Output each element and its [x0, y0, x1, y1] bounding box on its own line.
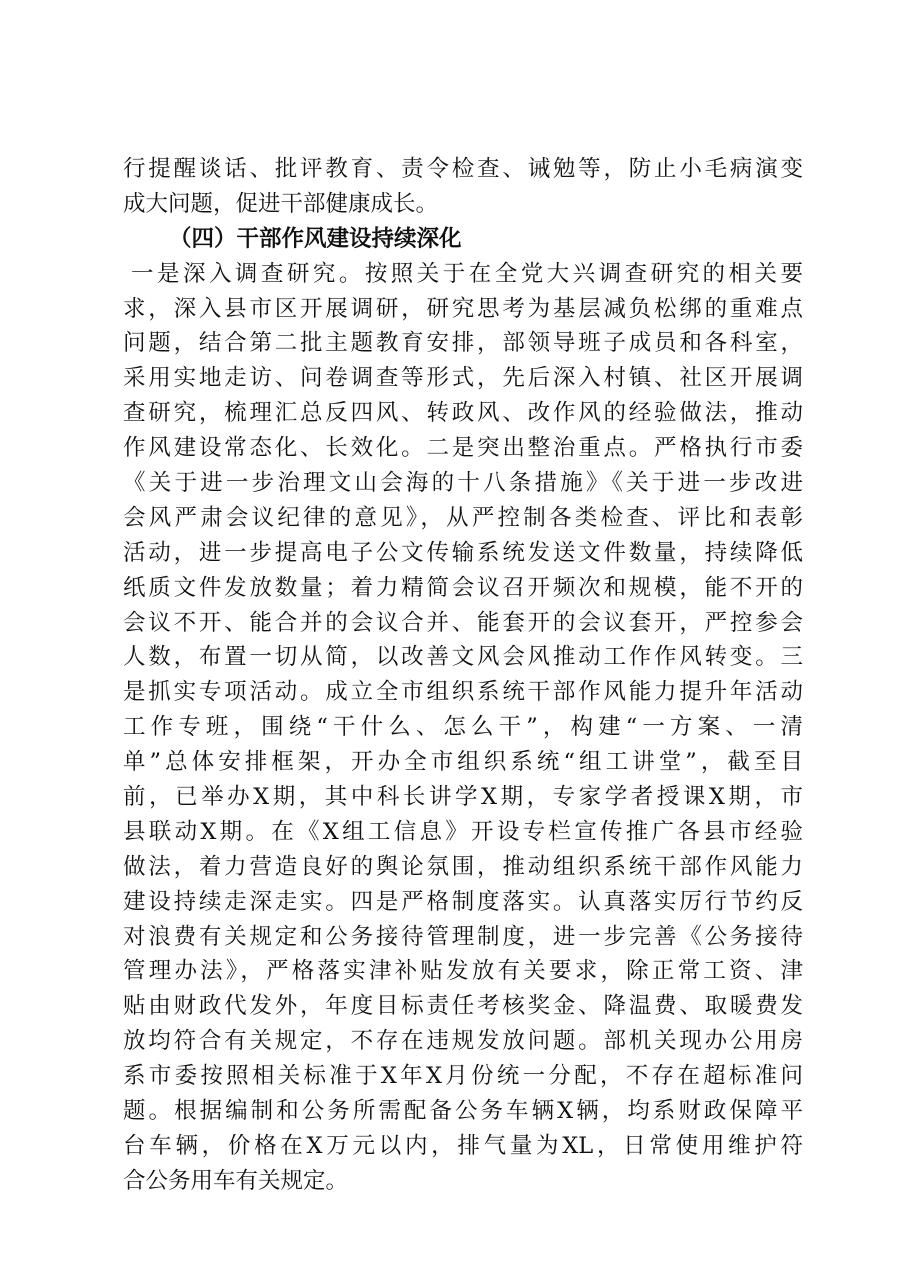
paragraph-line: 前，已举办X期，其中科长讲学X期，专家学者授课X期，市: [123, 784, 803, 811]
paragraph-line: 管理办法》，严格落实津补贴发放有关要求，除正常工资、津: [123, 958, 803, 985]
paragraph-line: 是抓实专项活动。成立全市组织系统干部作风能力提升年活动: [123, 679, 803, 706]
paragraph-line: 台车辆，价格在X万元以内，排气量为XL，日常使用维护符: [123, 1132, 803, 1159]
paragraph-line: 对浪费有关规定和公务接待管理制度，进一步完善《公务接待: [123, 923, 803, 950]
paragraph-line: 贴由财政代发外，年度目标责任考核奖金、降温费、取暖费发: [123, 993, 803, 1020]
paragraph-line: 一是深入调查研究。按照关于在全党大兴调查研究的相关要: [131, 260, 803, 287]
section-heading: （四）干部作风建设持续深化: [169, 225, 462, 252]
paragraph-line: 会风严肃会议纪律的意见》，从严控制各类检查、评比和表彰: [123, 504, 803, 531]
paragraph-line: 放均符合有关规定，不存在违规发放问题。部机关现办公用房: [123, 1028, 803, 1055]
paragraph-line: 题。根据编制和公务所需配备公务车辆X辆，均系财政保障平: [123, 1098, 803, 1125]
paragraph-line: 系市委按照相关标准于X年X月份统一分配，不存在超标准问: [123, 1063, 803, 1090]
continuation-line: 成大问题，促进干部健康成长。: [123, 190, 439, 217]
continuation-line: 行提醒谈话、批评教育、责令检查、诫勉等，防止小毛病演变: [123, 156, 803, 182]
paragraph-line: 纸质文件发放数量；着力精简会议召开频次和规模，能不开的: [123, 574, 803, 601]
paragraph-line: 做法，着力营造良好的舆论氛围，推动组织系统干部作风能力: [123, 853, 803, 880]
paragraph-line: 县联动X期。在《X组工信息》开设专栏宣传推广各县市经验: [123, 818, 803, 845]
paragraph-line: 求，深入县市区开展调研，研究思考为基层减负松绑的重难点: [123, 295, 803, 322]
paragraph-line: 工作专班，围绕“干什么、怎么干”，构建“一方案、一清: [123, 714, 803, 741]
paragraph-line: 《关于进一步治理文山会海的十八条措施》《关于进一步改进: [123, 470, 803, 497]
paragraph-line: 问题，结合第二批主题教育安排，部领导班子成员和各科室，: [123, 330, 803, 357]
paragraph-line: 会议不开、能合并的会议合并、能套开的会议套开，严控参会: [123, 609, 803, 636]
paragraph-line: 单”总体安排框架，开办全市组织系统“组工讲堂”，截至目: [123, 749, 803, 776]
paragraph-line: 采用实地走访、问卷调查等形式，先后深入村镇、社区开展调: [123, 365, 803, 392]
paragraph-line: 作风建设常态化、长效化。二是突出整治重点。严格执行市委: [123, 435, 803, 462]
paragraph-line: 查研究，梳理汇总反四风、转政风、改作风的经验做法，推动: [123, 400, 803, 427]
document-body: [123, 152, 803, 1199]
paragraph-line: 建设持续走深走实。四是严格制度落实。认真落实厉行节约反: [123, 888, 803, 915]
paragraph-line: 人数，布置一切从简，以改善文风会风推动工作作风转变。三: [123, 644, 803, 671]
paragraph-line: 活动，进一步提高电子公文传输系统发送文件数量，持续降低: [123, 539, 803, 566]
paragraph-line: 合公务用车有关规定。: [123, 1167, 349, 1194]
